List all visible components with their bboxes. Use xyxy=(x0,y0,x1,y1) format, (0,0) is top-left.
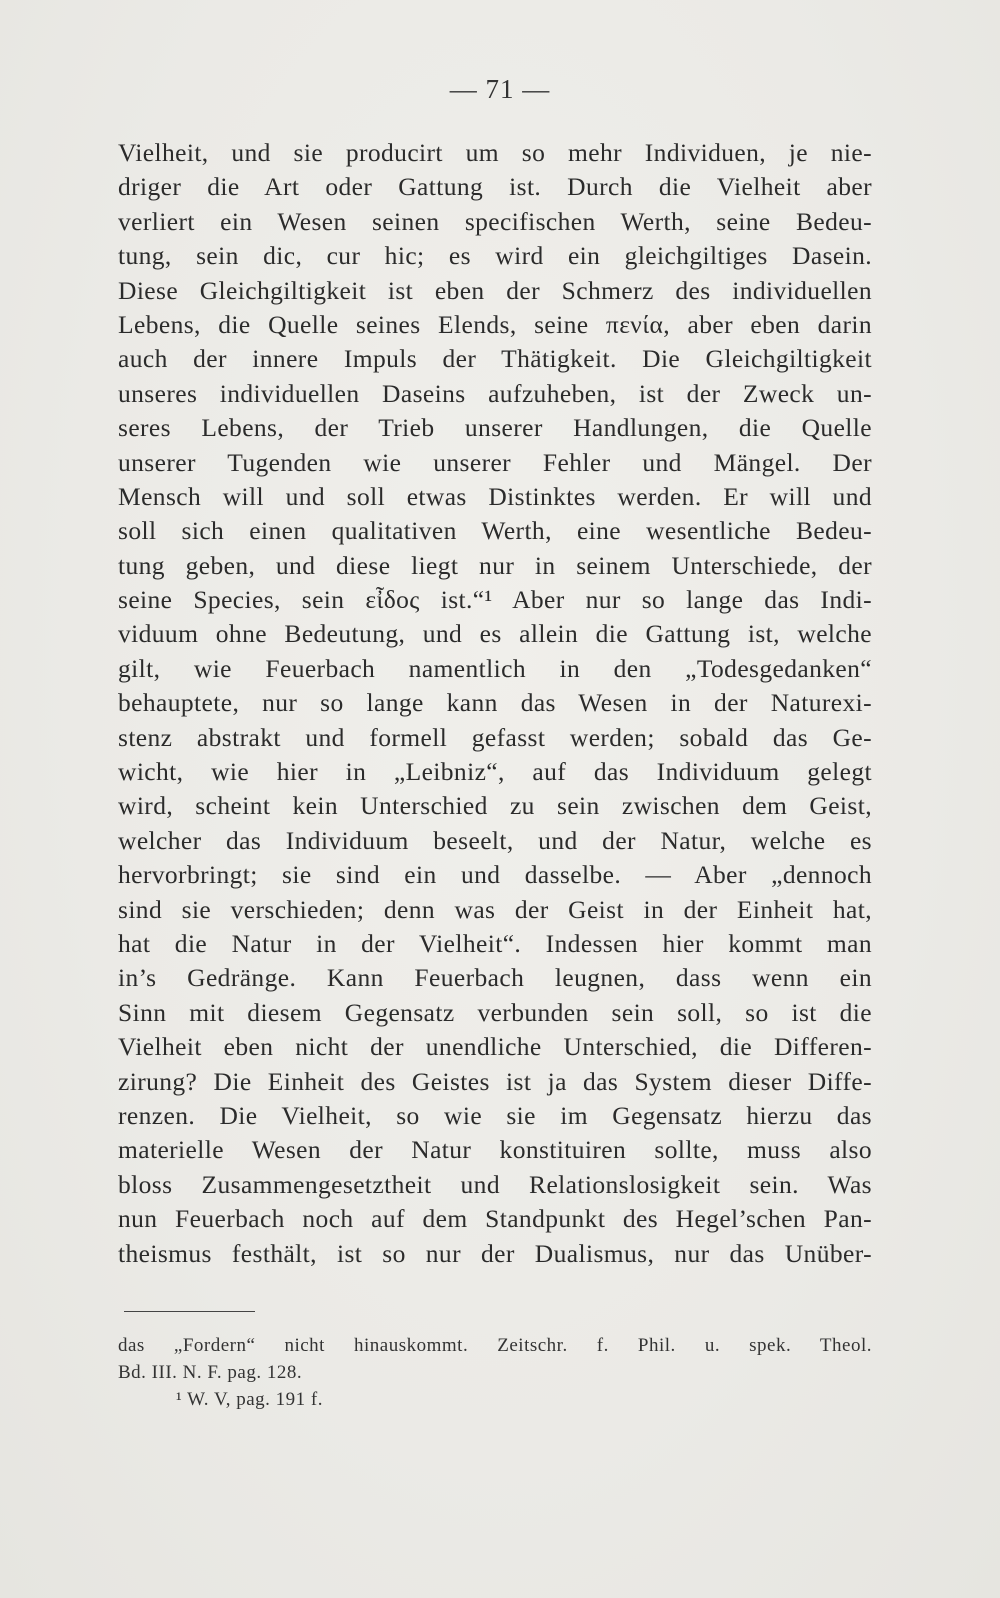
text-line: seres Lebens, der Trieb unserer Handlungen, die Quelle xyxy=(118,413,872,443)
text-line: unserer Tugenden wie unserer Fehler und Mängel. Der xyxy=(118,447,872,477)
text-line: wicht, wie hier in „Leibniz“, auf das Individuum gelegt xyxy=(118,757,872,787)
text-line: in’s Gedränge. Kann Feuerbach leugnen, dass wenn ein xyxy=(118,963,872,993)
text-line: Vielheit eben nicht der unendliche Unterschied, die Differen- xyxy=(118,1032,872,1062)
text-line: Sinn mit diesem Gegensatz verbunden sein soll, so ist die xyxy=(118,997,872,1027)
footnotes-block xyxy=(118,1332,872,1413)
text-line: viduum ohne Bedeutung, und es allein die Gattung ist, welche xyxy=(118,619,872,649)
text-line: sind sie verschieden; denn was der Geist in der Einheit hat, xyxy=(118,894,872,924)
text-line: theismus festhält, ist so nur der Dualismus, nur das Unüber- xyxy=(118,1238,872,1268)
main-text-block xyxy=(118,136,872,1271)
text-line: renzen. Die Vielheit, so wie sie im Gegensatz hierzu das xyxy=(118,1100,872,1130)
footnote-line: ¹ W. V, pag. 191 f. xyxy=(176,1389,323,1410)
text-line: hervorbringt; sie sind ein und dasselbe. — Aber „dennoch xyxy=(118,860,872,890)
text-line: verliert ein Wesen seinen specifischen Werth, seine Bedeu- xyxy=(118,206,872,236)
text-line: nun Feuerbach noch auf dem Standpunkt des Hegel’schen Pan- xyxy=(118,1204,872,1234)
text-line: Vielheit, und sie producirt um so mehr Individuen, je nie- xyxy=(118,138,872,167)
text-line: tung geben, und diese liegt nur in seinem Unterschiede, der xyxy=(118,550,872,580)
footnote-divider xyxy=(124,1311,255,1312)
text-line: Mensch will und soll etwas Distinktes werden. Er will und xyxy=(118,481,872,511)
text-line: tung, sein dic, cur hic; es wird ein gleichgiltiges Dasein. xyxy=(118,241,872,271)
text-line: driger die Art oder Gattung ist. Durch die Vielheit aber xyxy=(118,172,872,202)
text-line: wird, scheint kein Unterschied zu sein zwischen dem Geist, xyxy=(118,791,872,821)
text-line: unseres individuellen Daseins aufzuheben, ist der Zweck un- xyxy=(118,378,872,408)
text-line: bloss Zusammengesetztheit und Relationslosigkeit sein. Was xyxy=(118,1169,872,1199)
footnote-line: Bd. III. N. F. pag. 128. xyxy=(118,1362,303,1383)
footnote-line: das „Fordern“ nicht hinauskommt. Zeitschr. f. Phil. u. spek. Theol. xyxy=(118,1335,872,1356)
text-line: Diese Gleichgiltigkeit ist eben der Schmerz des individuellen xyxy=(118,275,872,305)
text-line: behauptete, nur so lange kann das Wesen in der Naturexi- xyxy=(118,688,872,718)
page-number: — 71 — xyxy=(449,74,551,104)
text-line: gilt, wie Feuerbach namentlich in den „Todesgedanken“ xyxy=(118,653,872,683)
text-line: auch der innere Impuls der Thätigkeit. Die Gleichgiltigkeit xyxy=(118,344,872,374)
text-line: stenz abstrakt und formell gefasst werden; sobald das Ge- xyxy=(118,722,872,752)
text-line: soll sich einen qualitativen Werth, eine wesentliche Bedeu- xyxy=(118,516,872,546)
text-line: zirung? Die Einheit des Geistes ist ja das System dieser Diffe- xyxy=(118,1066,872,1096)
text-line: welcher das Individuum beseelt, und der Natur, welche es xyxy=(118,825,872,855)
text-line: Lebens, die Quelle seines Elends, seine πενία, aber eben darin xyxy=(118,309,872,339)
text-line: materielle Wesen der Natur konstituiren sollte, muss also xyxy=(118,1135,872,1165)
text-line: seine Species, sein εἶδος ist.“¹ Aber nur so lange das Indi- xyxy=(118,585,872,615)
text-line: hat die Natur in der Vielheit“. Indessen hier kommt man xyxy=(118,928,872,958)
